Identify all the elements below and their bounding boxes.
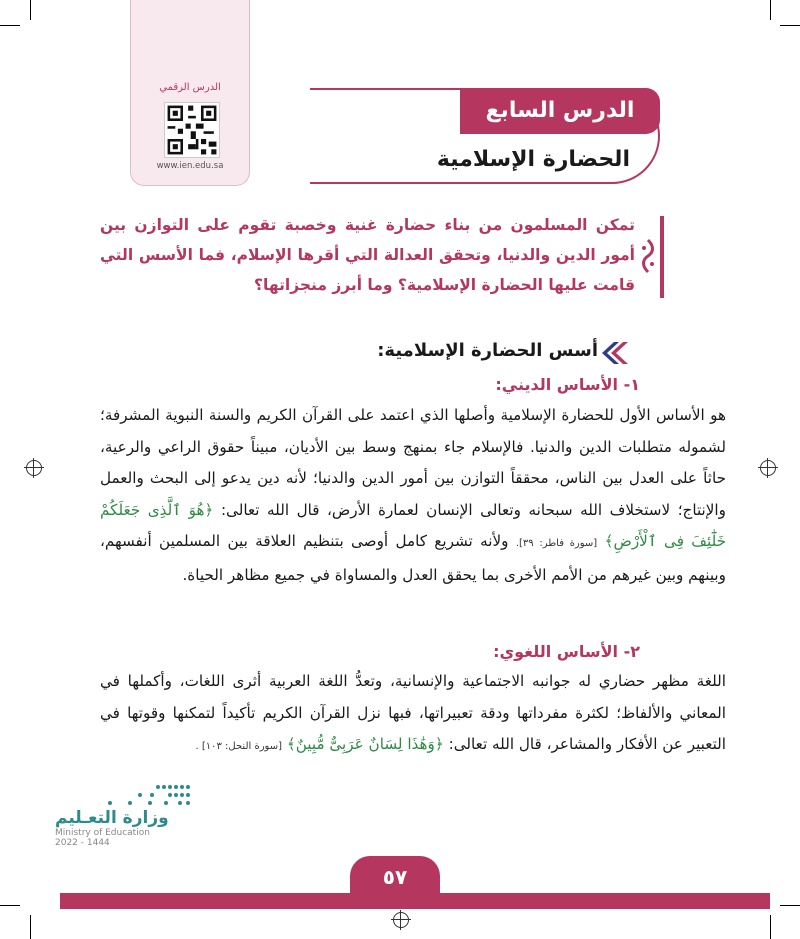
digital-lesson-url[interactable]: www.ien.edu.sa [156, 161, 224, 171]
crop-mark [30, 0, 31, 20]
crop-mark [0, 905, 20, 906]
linguistic-basis-paragraph [100, 666, 726, 763]
digital-lesson-tab[interactable] [130, 0, 250, 186]
registration-mark-icon [760, 460, 776, 476]
digital-lesson-label: الدرس الرقمي [159, 82, 221, 93]
religious-text-after: ولأنه تشريع كامل أوصى بتنظيم العلاقة بين المسلمين أنفسهم، وبينهم وبين غيرهم من الأمم الأخرى بما يحقق العدل والمساواة في جميع مظاهر الحياة. [100, 532, 726, 584]
ministry-name: وزارة التعـليم [55, 808, 169, 828]
linguistic-basis-heading: ٢- الأساس اللغوي: [493, 642, 640, 661]
verse-reference: [سورة فاطر: ٣٩]. [515, 538, 598, 549]
double-chevron-icon [602, 342, 628, 364]
registration-mark-icon [393, 912, 409, 928]
ministry-name-english: Ministry of Education [55, 828, 150, 838]
intro-accent-bar [660, 216, 664, 298]
crop-mark [30, 915, 31, 939]
crop-mark [0, 25, 20, 26]
verse-reference: [سورة النحل: ١٠٣] . [195, 741, 282, 752]
crop-mark [770, 915, 771, 939]
ornament-icon [638, 238, 658, 274]
registration-mark-icon [26, 460, 42, 476]
lesson-title: الحضارة الإسلامية [436, 147, 630, 172]
crop-mark [770, 0, 771, 20]
religious-basis-heading: ١- الأساس الديني: [495, 375, 640, 394]
page-number: ٥٧ [350, 856, 440, 896]
section-heading: أسس الحضارة الإسلامية: [377, 340, 598, 361]
ministry-logo-icon [80, 783, 190, 807]
linguistic-text: اللغة مظهر حضاري له جوانبه الاجتماعية والإنسانية، وتعدُّ اللغة العربية أثرى اللغات، وأكملها في المعاني والألفاظ؛ لكثرة مفرداتها ودقة تعبيراتها، فبها نزل القرآن الكريم تأكيداً لتمكنها وقوتها في التعبير عن الأفكار والمشاعر، قال الله تعالى: [100, 672, 726, 753]
religious-text: هو الأساس الأول للحضارة الإسلامية وأصلها الذي اعتمد على القرآن الكريم والسنة النبوية المشرفة؛ لشموله متطلبات الدين والدنيا. فالإسلام جاء بمنهج وسط بين الأديان، مبيناً حقوق الراعي والرعية، حاثاً على العدل بين الناس، محققاً التوازن بين أمور الدين والدنيا؛ لأنه دين يدعو إلى البحث والعمل والإنتاج؛ لاستخلاف الله سبحانه وتعالى الإنسان لعمارة الأرض، قال الله تعالى: [100, 406, 726, 519]
ministry-year: 2022 - 1444 [55, 838, 110, 848]
quran-verse: ﴿وَهَٰذَا لِسَانٌ عَرَبِىٌّ مُّبِينٌ﴾ [286, 735, 444, 753]
qr-code-icon[interactable] [164, 102, 220, 158]
religious-basis-paragraph [100, 400, 726, 591]
crop-mark [780, 25, 800, 26]
intro-paragraph: تمكن المسلمون من بناء حضارة غنية وخصبة تقوم على التوازن بين أمور الدين والدنيا، وتحقق العدالة التي أقرها الإسلام، فما الأسس التي قامت عليها الحضارة الإسلامية؟ وما أبرز منجزاتها؟ [100, 216, 635, 294]
quran-verse: ﴿هُوَ ٱلَّذِى جَعَلَكُمْ خَلَٰٓئِفَ فِى ٱلْأَرْضِ﴾ [100, 500, 727, 550]
ministry-block [55, 808, 195, 848]
lesson-number: الدرس السابع [460, 88, 660, 134]
crop-mark [780, 905, 800, 906]
